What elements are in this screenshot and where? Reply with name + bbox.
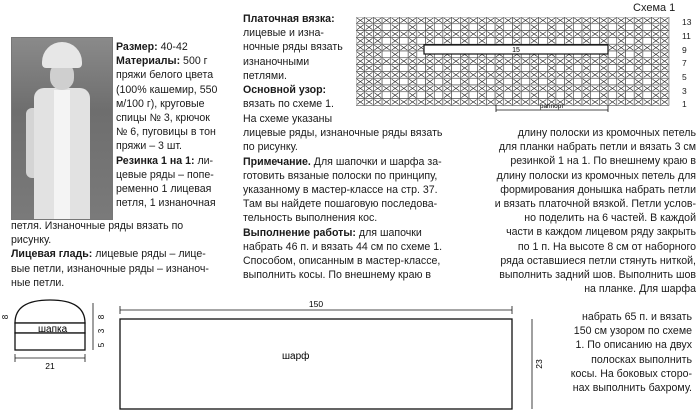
chart-cell (573, 37, 582, 44)
chart-cell (521, 92, 530, 99)
chart-cell (469, 78, 478, 85)
chart-cell (382, 92, 391, 99)
chart-cell (521, 37, 530, 44)
work-line: длину полоски из кромочных петель (517, 127, 696, 139)
rib-line: рисунку. (11, 234, 52, 247)
rib-continued (11, 219, 236, 290)
chart-cell (521, 78, 530, 85)
stockinette-label: Лицевая гладь: (11, 248, 93, 261)
work-line: резинкой 1 на 1. По внешнему краю в (510, 155, 696, 168)
hat-label: шапка (38, 324, 68, 335)
chart-cell (608, 92, 617, 99)
hat-dim-mid: 3 (97, 328, 106, 334)
chart-cell (625, 51, 634, 58)
chart-cell (591, 92, 600, 99)
pattern-line: лицевые ряды, изнаночные ряды вязать (243, 127, 443, 140)
chart-cell (556, 78, 565, 85)
hat-crown (15, 300, 85, 323)
chart-cell (469, 24, 478, 31)
rib-line: петля. Изнаночные ряды вязать по (11, 220, 184, 232)
chart-cell (469, 65, 478, 72)
row-number: 1 (682, 99, 687, 109)
chart-cell (539, 65, 548, 72)
work-line: для шапочки (355, 226, 422, 239)
work-line: но поделить на 6 частей. В каждой (524, 212, 696, 225)
garter-line: лицевые и изна- (243, 27, 324, 40)
work-line: нах выполнить бахрому. (572, 382, 692, 395)
pattern-label: Основной узор: (243, 84, 327, 97)
chart-cell (573, 78, 582, 85)
main-text-block (243, 112, 453, 282)
chart-cell (399, 24, 408, 31)
chart-cell (452, 65, 461, 72)
hat-dim-side: 8 (1, 314, 10, 320)
chart-cell (625, 65, 634, 72)
row-number: 3 (682, 86, 687, 96)
work-line: выполнить косы. По внешнему краю в (243, 269, 431, 282)
chart-cell (486, 78, 495, 85)
chart-cell (573, 65, 582, 72)
chart-cell (399, 92, 408, 99)
chart-grid (356, 17, 669, 105)
stockinette-line: лицевые ряды – лице- (92, 248, 206, 261)
chart-cell (417, 78, 426, 85)
chart-cell (608, 24, 617, 31)
chart-cell (625, 24, 634, 31)
knitting-chart (356, 17, 682, 115)
hat-dim-bot: 5 (97, 342, 106, 348)
note-label: Примечание. (243, 155, 311, 168)
materials-line: спицы № 3, крючок (116, 112, 210, 125)
chart-cell (643, 92, 652, 99)
rapport-label: раппорт (539, 103, 565, 110)
chart-cell (399, 78, 408, 85)
chart-cell (434, 92, 443, 99)
work-line: части в каждом лицевом ряду закрыть (506, 226, 696, 239)
chart-cell (452, 24, 461, 31)
chart-cell (591, 78, 600, 85)
hat-body (15, 333, 85, 350)
size-value: 40-42 (157, 41, 188, 53)
chart-cell (625, 37, 634, 44)
rib-line: ли- (194, 154, 214, 167)
chart-cell (643, 78, 652, 85)
stockinette-line: вые петли, изнаночные ряды – изнаноч- (11, 262, 209, 275)
work-line: для планки набрать петли и вязать 3 см (498, 141, 696, 154)
chart-cell (591, 65, 600, 72)
row-number: 5 (682, 72, 687, 82)
work-line: полосках выполнить (591, 353, 692, 366)
chart-cell (643, 51, 652, 58)
chart-cell (608, 65, 617, 72)
garter-line: петлями. (243, 69, 287, 82)
right-text-block (461, 126, 696, 296)
garter-label: Платочная вязка: (243, 13, 335, 25)
chart-cell (643, 65, 652, 72)
work-line: по 1 п. На высоте 8 см от наборного (517, 240, 696, 253)
chart-cell (539, 78, 548, 85)
chart-cell (504, 37, 513, 44)
scarf-width: 23 (534, 359, 544, 369)
chart-cell (504, 24, 513, 31)
chart-cell (469, 37, 478, 44)
materials-line: (100% кашемир, 550 (116, 83, 218, 96)
chart-cell (608, 51, 617, 58)
chart-cell (556, 24, 565, 31)
chart-cell (434, 24, 443, 31)
chart-cell (452, 92, 461, 99)
chart-cell (539, 24, 548, 31)
materials-line: м/100 г), круговые (116, 97, 205, 110)
note-line: Там вы найдете пошаговую последова- (243, 198, 438, 211)
chart-cell (399, 51, 408, 58)
work-line: выполнить задний шов. Выполнить шов (499, 269, 696, 282)
scarf-length: 150 (308, 299, 324, 309)
chart-cell (573, 24, 582, 31)
hat-width: 21 (45, 361, 55, 371)
work-line: длину полоски из кромочных петель для (496, 169, 696, 182)
work-line: ряда оставшиеся петли стянуть ниткой, (500, 254, 696, 267)
stockinette-line: ные петли. (11, 276, 65, 289)
work-line: 1. По описанию на двух (575, 339, 692, 352)
band-label: 15 (512, 47, 520, 54)
chart-cell (399, 37, 408, 44)
chart-cell (434, 78, 443, 85)
chart-cell (591, 24, 600, 31)
materials-line: пряжи – 3 шт. (116, 140, 182, 153)
model-photo (11, 37, 113, 220)
rib-line: ременно 1 лицевая (116, 183, 212, 196)
chart-cell (608, 37, 617, 44)
chart-cell (382, 51, 391, 58)
chart-cell (504, 65, 513, 72)
chart-cell (382, 65, 391, 72)
chart-cell (643, 37, 652, 44)
chart-cell (434, 65, 443, 72)
chart-cell (539, 37, 548, 44)
chart-cell (382, 24, 391, 31)
pattern-line: вязать по схеме 1. (243, 98, 334, 111)
hat-dim-top: 8 (97, 314, 106, 320)
chart-cell (486, 65, 495, 72)
chart-cell (452, 78, 461, 85)
chart-cell (643, 24, 652, 31)
chart-cell (504, 92, 513, 99)
row-number: 9 (682, 45, 687, 55)
garter-block (243, 12, 355, 111)
chart-cell (417, 37, 426, 44)
chart-cell (486, 37, 495, 44)
chart-cell (417, 92, 426, 99)
garter-line: изнаночными (243, 55, 310, 68)
chart-title: Схема 1 (633, 2, 676, 14)
chart-cell (452, 37, 461, 44)
work-line: формирования донышка набрать петли (500, 183, 696, 196)
materials-line: 500 г (180, 55, 208, 68)
chart-cell (469, 92, 478, 99)
chart-cell (625, 92, 634, 99)
garter-line: ночные ряды вязать (243, 41, 343, 54)
rib-line: петля, 1 изнаночная (116, 197, 216, 210)
chart-cell (504, 78, 513, 85)
work-line: на планке. Для шарфа (584, 283, 696, 296)
note-line: готовить вязаные полоски по принципу, (243, 169, 438, 182)
work-label: Выполнение работы: (243, 226, 356, 239)
size-label: Размер: (116, 41, 158, 53)
chart-cell (382, 37, 391, 44)
materials-line: № 6, пуговицы в тон (116, 126, 216, 139)
scarf-label: шарф (282, 351, 310, 362)
chart-cell (625, 78, 634, 85)
row-number: 7 (682, 58, 687, 68)
chart-cell (486, 24, 495, 31)
work-line: Способом, описанным в мастер-классе, (243, 255, 441, 268)
schematics (0, 295, 700, 413)
pattern-line: На схеме указаны (243, 113, 333, 125)
rib-label: Резинка 1 на 1: (116, 154, 195, 167)
chart-cell (556, 92, 565, 99)
chart-cell (556, 37, 565, 44)
chart-cell (521, 65, 530, 72)
work-line: 150 см узором по схеме (573, 325, 692, 338)
chart-cell (539, 92, 548, 99)
row-number: 11 (682, 31, 691, 41)
work-line: и вязать платочной вязкой. Петли услов- (494, 198, 696, 211)
row-number: 13 (682, 17, 692, 27)
chart-cell (573, 92, 582, 99)
materials-line: пряжи белого цвета (116, 69, 214, 82)
work-line: косы. На боковых сторо- (570, 367, 692, 380)
rib-line: цевые ряды – попе- (116, 168, 214, 181)
chart-cell (556, 65, 565, 72)
chart-cell (608, 78, 617, 85)
chart-cell (434, 37, 443, 44)
materials-label: Материалы: (116, 55, 181, 68)
chart-cell (382, 78, 391, 85)
note-line: Для шапочки и шарфа за- (310, 155, 442, 168)
chart-cell (486, 92, 495, 99)
materials-block (116, 40, 236, 210)
chart-cell (417, 65, 426, 72)
chart-cell (399, 65, 408, 72)
chart-cell (417, 24, 426, 31)
chart-cell (521, 24, 530, 31)
work-line: набрать 65 п. и вязать (581, 311, 692, 323)
chart-cell (591, 37, 600, 44)
work-line: набрать 46 п. и вязать 44 см по схеме 1. (243, 240, 443, 253)
pattern-line: по рисунку. (243, 141, 298, 154)
note-line: указанному в мастер-классе на стр. 37. (243, 184, 438, 197)
scarf-shape (120, 319, 512, 409)
note-line: тельность выполнения кос. (243, 212, 378, 225)
